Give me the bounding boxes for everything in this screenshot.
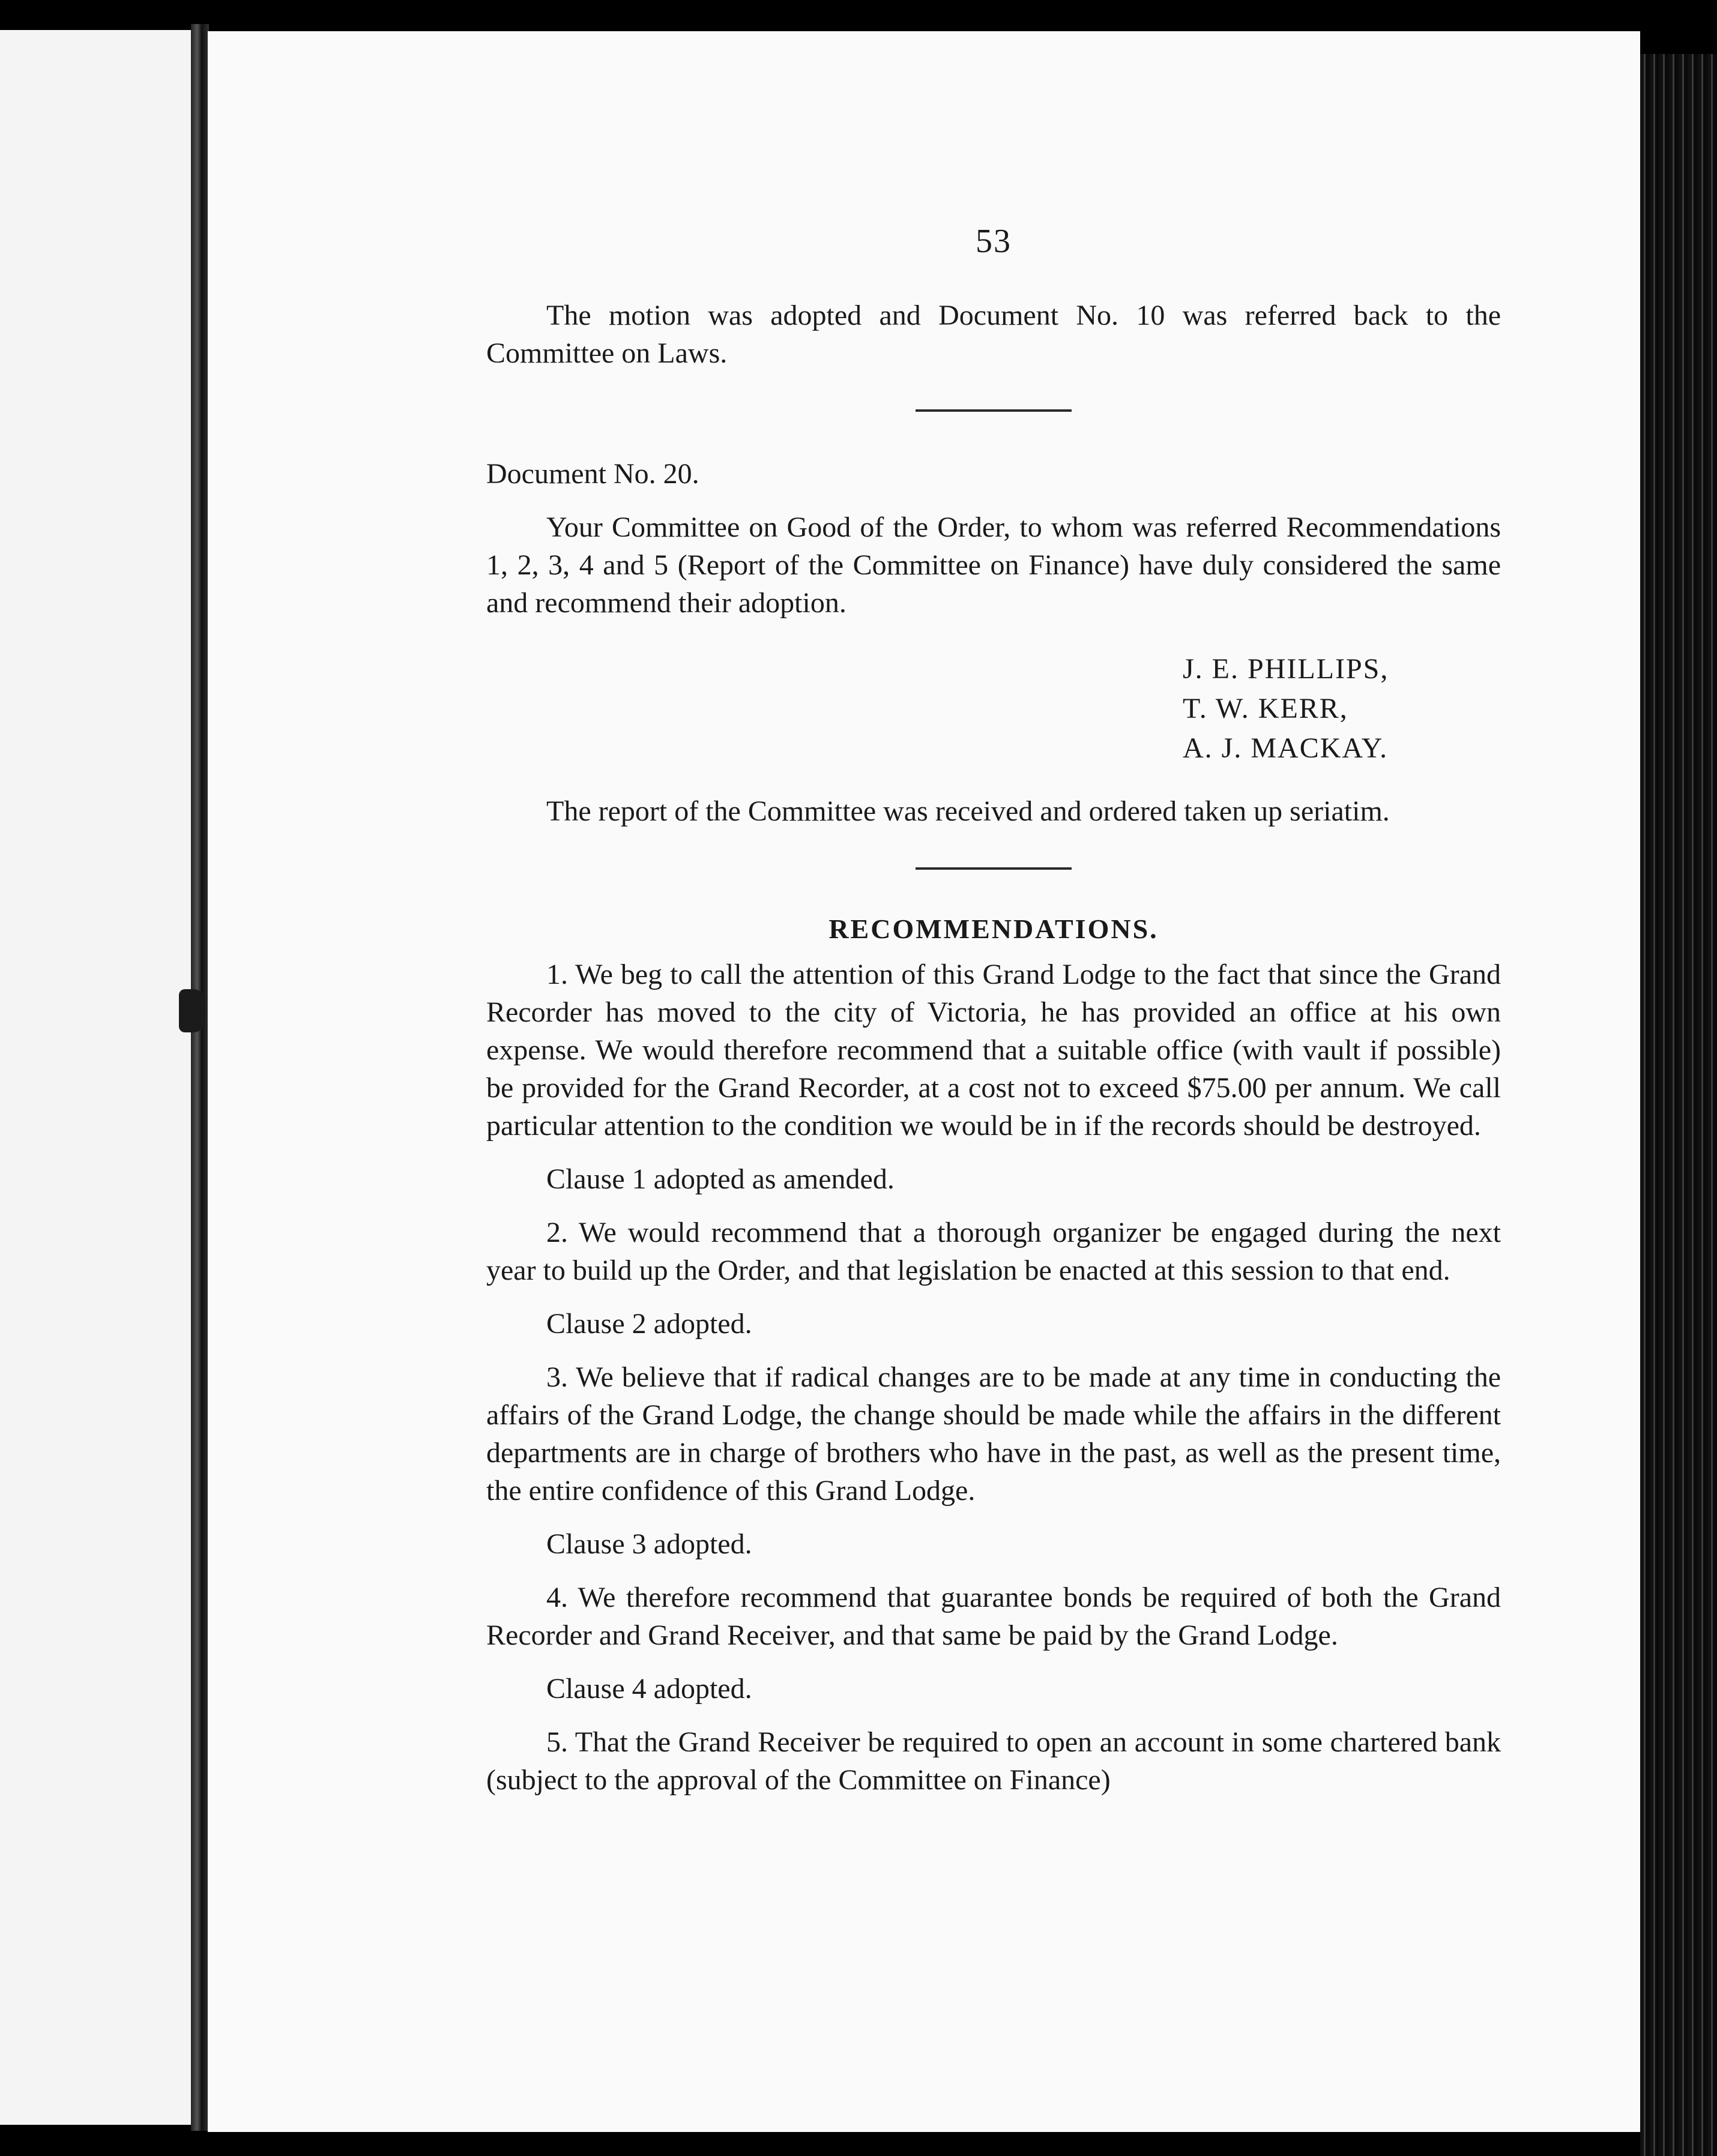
page-content bbox=[486, 222, 1501, 1799]
signature-kerr: T. W. KERR, bbox=[1183, 693, 1348, 724]
facing-page bbox=[0, 30, 198, 2125]
page-number: 53 bbox=[976, 223, 1012, 260]
recommendations-heading: RECOMMENDATIONS. bbox=[828, 914, 1159, 944]
recommendation-3: 3. We believe that if radical changes are to be made at any time in conducting the affairs of the Grand Lodge, the change should be made while the affairs in the different departments are in charge of brothers who have in the past, as well as the present time, the entire confidence of this Grand Lodge. bbox=[486, 1361, 1501, 1507]
section-divider bbox=[916, 409, 1072, 412]
clause-2-status: Clause 2 adopted. bbox=[546, 1308, 752, 1340]
recommendation-1: 1. We beg to call the attention of this Grand Lodge to the fact that since the Grand Recorder has moved to the city of Victoria, he has provided an office at his own expense. We would therefore recommend that a suitable office (with vault if possible) be provided for the Grand Recorder, at a cost not to exceed $75.00 per annum. We call particular attention to the condition we would be in if the records should be destroyed. bbox=[486, 959, 1501, 1142]
clause-1-status: Clause 1 adopted as amended. bbox=[546, 1163, 895, 1195]
page-edges bbox=[1640, 54, 1717, 2156]
document-label: Document No. 20. bbox=[486, 458, 699, 490]
recommendation-2: 2. We would recommend that a thorough organizer be engaged during the next year to build up the Order, and that legislation be enacted at this session to that end. bbox=[486, 1217, 1501, 1286]
intro-paragraph: The motion was adopted and Document No. 10 was referred back to the Committee on Laws. bbox=[486, 300, 1501, 369]
report-paragraph: The report of the Committee was received and ordered taken up seriatim. bbox=[546, 795, 1390, 827]
committee-paragraph: Your Committee on Good of the Order, to whom was referred Recommendations 1, 2, 3, 4 and 5 (Report of the Committee on Finance) have duly considered the same and recommend their adoption. bbox=[486, 511, 1501, 619]
signature-phillips: J. E. PHILLIPS, bbox=[1183, 653, 1389, 685]
recommendation-4: 4. We therefore recommend that guarantee bonds be required of both the Grand Recorder and Grand Receiver, and that same be paid by the Grand Lodge. bbox=[486, 1582, 1501, 1651]
recommendation-5: 5. That the Grand Receiver be required to open an account in some chartered bank (subject to the approval of the Committee on Finance) bbox=[486, 1726, 1501, 1796]
binding-clip bbox=[179, 989, 205, 1032]
section-divider bbox=[916, 867, 1072, 870]
signature-block bbox=[1183, 649, 1501, 768]
clause-4-status: Clause 4 adopted. bbox=[546, 1673, 752, 1705]
book-gutter bbox=[191, 24, 209, 2131]
signature-mackay: A. J. MACKAY. bbox=[1183, 732, 1389, 764]
clause-3-status: Clause 3 adopted. bbox=[546, 1528, 752, 1560]
